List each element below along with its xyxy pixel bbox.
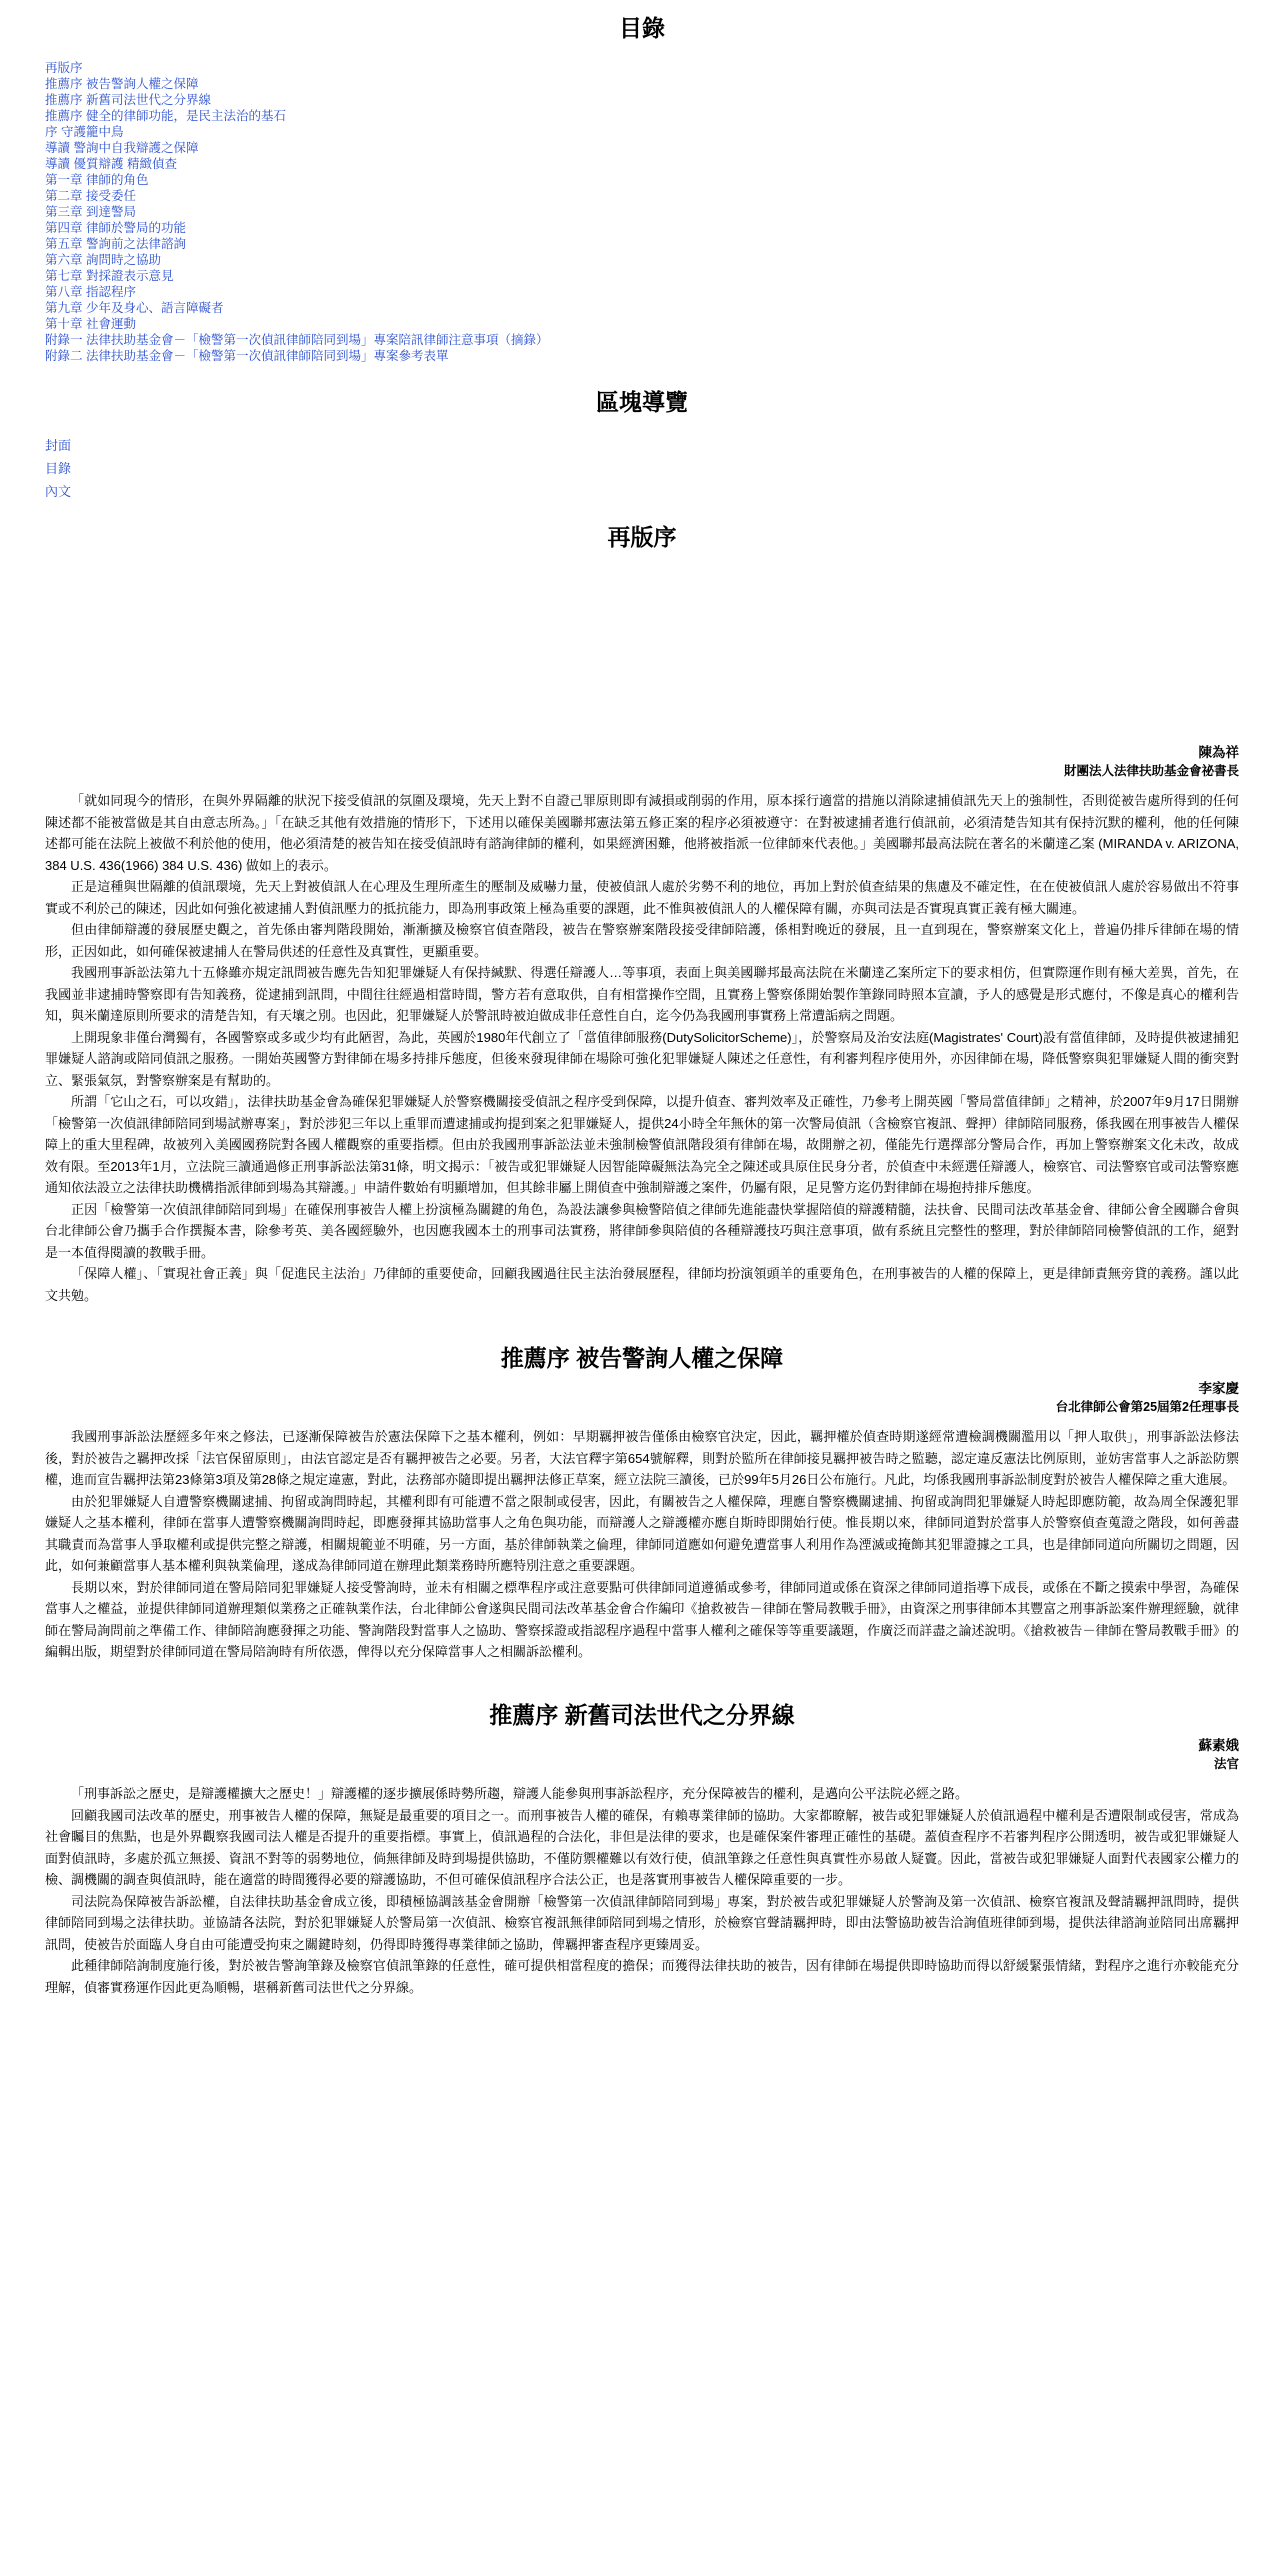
paragraph: 長期以來，對於律師同道在警局陪同犯罪嫌疑人接受警詢時，並未有相關之標準程序或注意要點可供律師同道遵循或參考，律師同道或係在資深之律師同道指導下成長，或係在不斷之摸索中學習，為確保當事人之權益，並提供律師同道辦理類似業務之正確執業作法，台北律師公會遂與民間司法改革基金會合作編印《搶救被告－律師在警局教戰手冊》，由資深之刑事律師本其豐富之刑事訴訟案件辦理經驗，就律師在警局詢問前之準備工作、律師陪詢應發揮之功能、警詢階段對當事人之協助、警察採證或指認程序過程中當事人權利之確保等等重要議題，作廣泛而詳盡之論述說明。《搶救被告－律師在警局教戰手冊》的編輯出版，期望對於律師同道在警局陪詢時有所依憑，俾得以充分保障當事人之相關訴訟權利。	[45, 1579, 1239, 1660]
paragraph: 「保障人權」、「實現社會正義」與「促進民主法治」乃律師的重要使命，回顧我國過往民主法治發展歷程，律師均扮演領頭羊的重要角色，在刑事被告的人權的保障上，更是律師責無旁貸的義務。謹以此文共勉。	[45, 1266, 1239, 1303]
section-title: 推薦序 新舊司法世代之分界線	[489, 1701, 795, 1728]
paragraph: 「就如同現今的情形，在與外界隔離的狀況下接受偵訊的氛圍及環境，先天上對不自證己罪原則即有減損或削弱的作用，原本採行適當的措施以消除逮捕偵訊先天上的強制性，否則從被告處所得到的任何陳述都不能被當做是其自由意志所為。」「在缺乏其他有效措施的情形下，下述用以確保美國聯邦憲法第五修正案的程序必須被遵守：在對被逮捕者進行偵訊前，必須清楚告知其有保持沉默的權利，他的任何陳述都可能在法院上被做不利於他的使用，他必須清楚的被告知在接受偵訊時有諮詢律師的權利，如果經濟困難，他將被指派一位律師來代表他。」美國聯邦最高法院在著名的米蘭達乙案 (MIRANDA v. ARIZONA, 384 U.S. 436(1966) 384 U.S. 436) 做如上的表示。	[45, 793, 1239, 873]
author-name: 陳為祥	[1198, 744, 1239, 760]
block-nav-link[interactable]: 目錄	[45, 460, 72, 476]
paragraph: 但由律師辯護的發展歷史觀之，首先係由審判階段開始，漸漸擴及檢察官偵查階段，被告在警察辦案階段接受律師陪護，係相對晚近的發展，且一直到現在，警察辦案文化上，普遍仍排斥律師在場的情形，正因如此，如何確保被逮捕人在警局供述的任意性及真實性，更顯重要。	[45, 922, 1239, 959]
toc-link[interactable]: 第六章 詢問時之協助	[45, 252, 161, 267]
author-title: 台北律師公會第25屆第2任理事長	[1055, 1399, 1239, 1414]
section-reprint-preface	[45, 523, 1239, 1306]
section-body	[45, 1426, 1239, 1663]
toc-link[interactable]: 序 守護籠中鳥	[45, 124, 124, 139]
paragraph: 我國刑事訴訟法歷經多年來之修法，已逐漸保障被告於憲法保障下之基本權利，例如：早期羈押被告僅係由檢察官決定，因此，羈押權於偵查時期遂經常遭檢調機關濫用以「押人取供」，刑事訴訟法修法後，對於被告之羈押改採「法官保留原則」，由法官認定是否有羈押被告之必要。另者，大法官釋字第654號解釋，則對於監所在律師接見羈押被告時之監聽，認定違反憲法比例原則，並妨害當事人之訴訟防禦權，進而宣告羈押法第23條第3項及第28條之規定違憲，對此，法務部亦隨即提出羈押法修正草案，經立法院三讀後，已於99年5月26日公布施行。凡此，均係我國刑事訴訟制度對於被告人權保障之重大進展。	[45, 1429, 1239, 1488]
author-block	[45, 1737, 1239, 1773]
paragraph: 「刑事訴訟之歷史，是辯護權擴大之歷史！」辯護權的逐步擴展係時勢所趨，辯護人能參與刑事訴訟程序，充分保障被告的權利，是邁向公平法院必經之路。	[71, 1786, 969, 1802]
toc-link[interactable]: 第九章 少年及身心、語言障礙者	[45, 300, 224, 315]
toc-link[interactable]: 第八章 指認程序	[45, 284, 136, 299]
paragraph: 正是這種與世隔離的偵訊環境，先天上對被偵訊人在心理及生理所產生的壓制及威嚇力量，使被偵訊人處於劣勢不利的地位，再加上對於偵查結果的焦慮及不確定性，在在使被偵訊人處於容易做出不符事實或不利於己的陳述，因此如何強化被逮捕人對偵訊壓力的抵抗能力，即為刑事政策上極為重要的課題，此不惟與被偵訊人的人權保障有關，亦與司法是否實現真實正義有極大關連。	[45, 879, 1239, 916]
toc-link[interactable]: 再版序	[45, 60, 83, 75]
toc-link[interactable]: 第十章 社會運動	[45, 316, 136, 331]
author-title: 法官	[1213, 1756, 1239, 1771]
paragraph: 由於犯罪嫌疑人自遭警察機關逮捕、拘留或詢問時起，其權利即有可能遭不當之限制或侵害，因此，有關被告之人權保障，理應自警察機關逮捕、拘留或詢問犯罪嫌疑人時起即應防範，故為周全保護犯罪嫌疑人之基本權利，律師在當事人遭警察機關詢問時起，即應發揮其協助當事人之角色與功能，而辯護人之辯護權亦應自斯時即開始行使。惟長期以來，律師同道對於當事人於警察偵查蒐證之階段，如何善盡其職責而為當事人爭取權利或提供完整之辯護，相關規範並不明確，另一方面，基於律師執業之倫理，律師同道應如何避免遭當事人利用作為湮滅或掩飾其犯罪證據之工具，也是律師同道向所關切之問題，因此，如何兼顧當事人基本權利與執業倫理，遂成為律師同道在辦理此類業務時所應特別注意之重要課題。	[45, 1493, 1239, 1574]
author-block	[45, 744, 1239, 780]
author-name: 李家慶	[1198, 1380, 1239, 1396]
toc-link[interactable]: 導讀 警詢中自我辯護之保障	[45, 140, 199, 155]
section-title: 推薦序 被告警詢人權之保障	[500, 1345, 784, 1372]
section-recommend-preface-1	[45, 1344, 1239, 1663]
toc-link[interactable]: 推薦序 被告警詢人權之保障	[45, 76, 199, 91]
paragraph: 回顧我國司法改革的歷史，刑事被告人權的保障，無疑是最重要的項目之一。而刑事被告人權的確保，有賴專業律師的協助。大家都瞭解，被告或犯罪嫌疑人於偵訊過程中權利是否遭限制或侵害，常成為社會矚目的焦點，也是外界觀察我國司法人權是否提升的重要指標。事實上，偵訊過程的合法化，非但是法律的要求，也是確保案件審理正確性的基礎。蓋偵查程序不若審判程序公開透明，被告或犯罪嫌疑人面對偵訊時，多處於孤立無援、資訊不對等的弱勢地位，倘無律師及時到場提供協助，不僅防禦權難以有效行使，偵訊筆錄之任意性與真實性亦易啟人疑竇。因此，當被告或犯罪嫌疑人面對代表國家公權力的檢、調機關的調查與偵訊時，能在適當的時間獲得必要的辯護協助，不但可確保偵訊程序合法公正，也是落實刑事被告人權保障重要的一步。	[45, 1807, 1239, 1888]
author-title: 財團法人法律扶助基金會祕書長	[1063, 763, 1239, 778]
toc-link[interactable]: 推薦序 健全的律師功能，是民主法治的基石	[45, 108, 286, 123]
block-nav-link[interactable]: 封面	[45, 437, 72, 453]
toc-link[interactable]: 第五章 警詢前之法律諮詢	[45, 236, 186, 251]
block-nav-link[interactable]: 內文	[45, 483, 72, 499]
paragraph: 我國刑事訴訟法第九十五條雖亦規定訊問被告應先告知犯罪嫌疑人有保持緘默、得選任辯護人…等事項，表面上與美國聯邦最高法院在米蘭達乙案所定下的要求相仿，但實際運作則有極大差異，首先，在我國並非逮捕時警察即有告知義務，從逮捕到訊問，中間往往經過相當時間，警方若有意取供，自有相當操作空間，且實務上警察係開始製作筆錄同時照本宣讀，予人的感覺是形式應付，不像是真心的權利告知，與米蘭達原則所要求的清楚告知，有天壤之別。也因此，犯罪嫌疑人於警訊時被迫做成非任意性自白，迄今仍為我國刑事實務上常遭詬病之問題。	[45, 965, 1239, 1024]
toc-link[interactable]: 附錄二 法律扶助基金會－「檢警第一次偵訊律師陪同到場」專案參考表單	[45, 348, 449, 363]
section-title: 再版序	[607, 523, 677, 550]
toc-link[interactable]: 第四章 律師於警局的功能	[45, 220, 186, 235]
toc-link[interactable]: 推薦序 新舊司法世代之分界線	[45, 92, 211, 107]
toc-link[interactable]: 第二章 接受委任	[45, 188, 136, 203]
toc-link[interactable]: 導讀 優質辯護 精緻偵查	[45, 156, 177, 171]
block-nav	[45, 434, 1239, 503]
toc-link[interactable]: 第一章 律師的角色	[45, 172, 149, 187]
paragraph: 司法院為保障被告訴訟權，自法律扶助基金會成立後，即積極協調該基金會開辦「檢警第一次偵訊律師陪同到場」專案，對於被告或犯罪嫌疑人於警詢及第一次偵訊、檢察官複訊及聲請羈押訊問時，提供律師陪同到場之法律扶助。並協請各法院，對於犯罪嫌疑人於警局第一次偵訊、檢察官複訊無律師陪同到場之情形，於檢察官聲請羈押時，即由法警協助被告洽詢值班律師到場，提供法律諮詢並陪同出席羈押訊問，使被告於面臨人身自由可能遭受拘束之關鍵時刻，仍得即時獲得專業律師之協助，俾羈押審查程序更臻周妥。	[45, 1893, 1239, 1952]
paragraph: 所謂「它山之石，可以攻錯」，法律扶助基金會為確保犯罪嫌疑人於警察機關接受偵訊之程序受到保障，以提升偵查、審判效率及正確性，乃參考上開英國「警局當值律師」之精神，於2007年9月17日開辦「檢警第一次偵訊律師陪同到場試辦專案」，對於涉犯三年以上重罪而遭逮捕或拘提到案之犯罪嫌疑人，提供24小時全年無休的第一次警局偵訊（含檢察官複訊、聲押）律師陪同服務，係我國在刑事被告人權保障上的重大里程碑，故被列入美國國務院對各國人權觀察的重要指標。但由於我國刑事訴訟法並未強制檢警偵訊階段須有律師在場，故開辦之初，僅能先行選擇部分警局合作，再加上警察辦案文化未改，故成效有限。至2013年1月，立法院三讀通過修正刑事訴訟法第31條，明文揭示：「被告或犯罪嫌疑人因智能障礙無法為完全之陳述或具原住民身分者，於偵查中未經選任辯護人，檢察官、司法警察官或司法警察應通知依法設立之法律扶助機構指派律師到場為其辯護。」申請件數始有明顯增加，但其餘非屬上開偵查中強制辯護之案件，仍屬有限，足見警方迄仍對律師在場抱持排斥態度。	[45, 1094, 1239, 1196]
toc-title: 目錄	[619, 15, 665, 41]
section-spacer	[45, 553, 1239, 738]
paragraph: 此種律師陪詢制度施行後，對於被告警詢筆錄及檢察官偵訊筆錄的任意性，確可提供相當程度的擔保；而獲得法律扶助的被告，因有律師在場提供即時協助而得以舒緩緊張情緒，對程序之進行亦較能充分理解，偵審實務運作因此更為順暢，堪稱新舊司法世代之分界線。	[45, 1958, 1239, 1995]
toc-link[interactable]: 第三章 到達警局	[45, 204, 136, 219]
toc-link[interactable]: 附錄一 法律扶助基金會－「檢警第一次偵訊律師陪同到場」專案陪訊律師注意事項（摘錄）	[45, 332, 549, 347]
author-block	[45, 1380, 1239, 1416]
paragraph: 正因「檢警第一次偵訊律師陪同到場」在確保刑事被告人權上扮演極為關鍵的角色，為設法讓參與檢警陪偵之律師先進能盡快掌握陪偵的辯護精髓，法扶會、民間司法改革基金會、律師公會全國聯合會與台北律師公會乃攜手合作撰擬本書，除參考英、美各國經驗外，也因應我國本土的刑事司法實務，將律師參與陪偵的各種辯護技巧與注意事項，做有系統且完整性的整理，對於律師陪同檢警偵訊的工作，絕對是一本值得閱讀的教戰手冊。	[45, 1201, 1239, 1260]
author-name: 蘇素娥	[1198, 1737, 1239, 1753]
section-body	[45, 1783, 1239, 1998]
block-nav-title: 區塊導覽	[596, 388, 688, 415]
section-body	[45, 790, 1239, 1306]
section-recommend-preface-2	[45, 1701, 1239, 1998]
toc-link[interactable]: 第七章 對採證表示意見	[45, 268, 174, 283]
paragraph: 上開現象非僅台灣獨有，各國警察或多或少均有此陋習，為此，英國於1980年代創立了「當值律師服務(DutySolicitorScheme)」，於警察局及治安法庭(Magistrates' Court)設有當值律師，及時提供被逮捕犯罪嫌疑人諮詢或陪同偵訊之服務。一開始英國警方對律師在場多持排斥態度，但後來發現律師在場除可強化犯罪嫌疑人陳述之任意性，有利審判程序使用外，亦因律師在場，降低警察與犯罪嫌疑人間的衝突對立、緊張氣氛，對警察辦案是有幫助的。	[45, 1029, 1239, 1088]
table-of-contents	[45, 60, 1239, 364]
